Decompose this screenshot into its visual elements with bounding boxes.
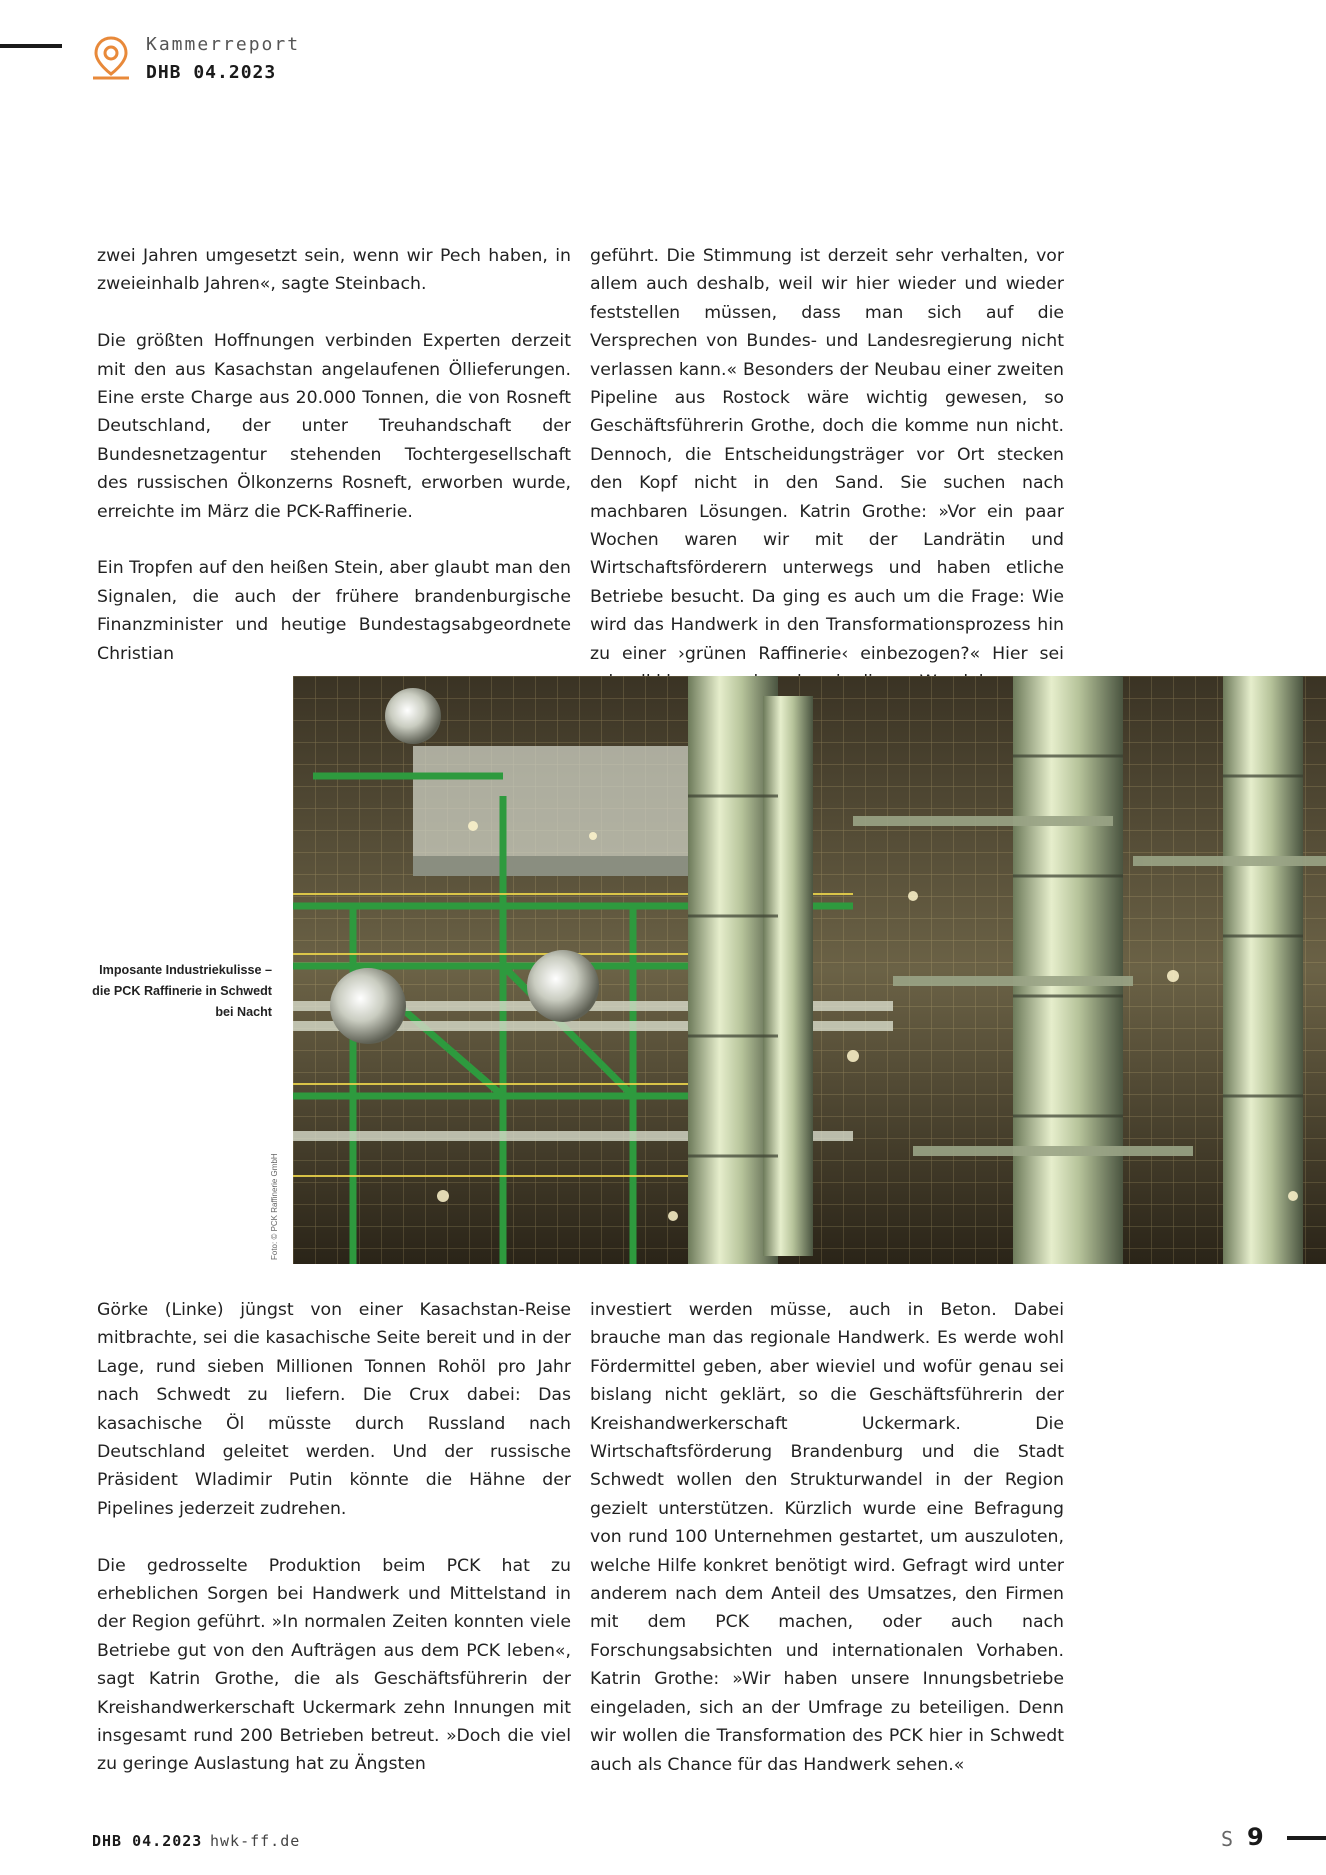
paragraph: Die größten Hoffnungen verbinden Experten derzeit mit den aus Kasachstan angelaufenen Öllieferungen. Eine erste Charge aus 20.000 Tonnen, die von Rosneft Deutschland, der unter Treuhandschaft der Bundesnetzagentur stehenden Tochtergesellschaft des russischen Ölkonzerns Rosneft, erworben wurde, erreichte im März die PCK-Raffinerie. [97,331,571,522]
footer-rule [1287,1836,1326,1840]
header-section-label: Kammerreport [146,34,301,55]
paragraph: Ein Tropfen auf den heißen Stein, aber glaubt man den Signalen, die auch der frühere brandenburgische Finanzminister und heutige Bundestagsabgeordnete Christian [97,558,572,664]
footer-issue-label: DHB 04.2023 [92,1832,203,1850]
article-column-4 [590,1296,1064,1779]
article-column-2 [590,242,1064,697]
header-rule [0,44,62,48]
caption-line: Imposante Industriekulisse – [99,963,272,977]
location-pin-icon [91,34,131,82]
caption-line: die PCK Raffinerie in Schwedt [92,984,272,998]
photo-credit: Foto: © PCK Raffinerie GmbH [270,1153,279,1260]
article-column-1 [97,242,571,668]
paragraph: geführt. Die Stimmung ist derzeit sehr verhalten, vor allem auch deshalb, weil wir hier wieder und wieder feststellen müssen, dass man sich auf die Versprechen von Bundes- und Landesregierung nicht verlassen kann.« Besonders der Neubau einer zweiten Pipeline aus Rostock wäre wichtig gewesen, so Geschäftsführerin Grothe, doch die komme nun nicht. Dennoch, die Entscheidungsträger vor Ort stecken den Kopf nicht in den Sand. Sie suchen nach machbaren Lösungen. Katrin Grothe: »Vor ein paar Wochen waren wir mit der Landrätin und Wirtschaftsförderern unterwegs und haben etliche Betriebe besucht. Da ging es auch um die Frage: Wie wird das Handwerk in den Transformationsprozess hin zu einer ›grünen Raffinerie‹ einbezogen?« Hier sei [590,246,1064,664]
caption-line: bei Nacht [215,1005,272,1019]
paragraph: investiert werden müsse, auch in Beton. Dabei brauche man das regionale Handwerk. Es werde wohl Fördermittel geben, aber wieviel und wofür genau sei bislang nicht geklärt, so die Geschäftsführerin der Kreishandwerkerschaft Uckermark. Die Wirtschaftsförderung Brandenburg und die Stadt Schwedt wollen den Strukturwandel in der Region gezielt unterstützen. Kürzlich wurde eine Befragung von rund 100 Unternehmen gestartet, um auszuloten, welche Hilfe konkret benötigt wird. Gefragt wird unter anderem nach dem Anteil des Umsatzes, den Firmen mit dem PCK machen, oder auch nach Forschungsabsichten und internationalen Vorhaben. Katrin Grothe: »Wir haben unsere Innungsbetriebe eingeladen, sich an der Umfrage zu beteiligen. Denn wir wollen die Transformation des PCK hier in Schwedt auch als Chance für das Handwerk sehen.« [590,1300,1064,1775]
page-prefix: S [1221,1827,1234,1851]
paragraph: Görke (Linke) jüngst von einer Kasachstan-Reise mitbrachte, sei die kasachische Seite bereit und in der Lage, rund sieben Millionen Tonnen Rohöl pro Jahr nach Schwedt zu liefern. Die Crux dabei: Das kasachische Öl müsste durch Russland nach Deutschland geleitet werden. Und der russische Präsident Wladimir Putin könnte die Hähne der Pipelines jederzeit zudrehen. [97,1300,571,1519]
header-issue-label: DHB 04.2023 [146,62,277,83]
page-number: 9 [1247,1823,1264,1851]
paragraph: Die gedrosselte Produktion beim PCK hat zu erheblichen Sorgen bei Handwerk und Mittelstand in der Region geführt. »In normalen Zeiten konnten viele Betriebe gut von den Aufträgen aus dem PCK leben«, sagt Katrin Grothe, die als Geschäftsführerin der Kreishandwerkerschaft Uckermark zehn Innungen mit insgesamt rund 200 Betrieben betreut. »Doch die viel zu geringe Auslastung hat zu Ängsten [97,1555,571,1775]
footer-website-link[interactable]: hwk-ff.de [210,1832,301,1850]
photo-caption [60,960,272,1023]
refinery-photo [293,676,1326,1264]
article-column-3 [97,1296,571,1779]
paragraph: zwei Jahren umgesetzt sein, wenn wir Pech haben, in zweieinhalb Jahren«, sagte Steinbach. [97,246,571,295]
